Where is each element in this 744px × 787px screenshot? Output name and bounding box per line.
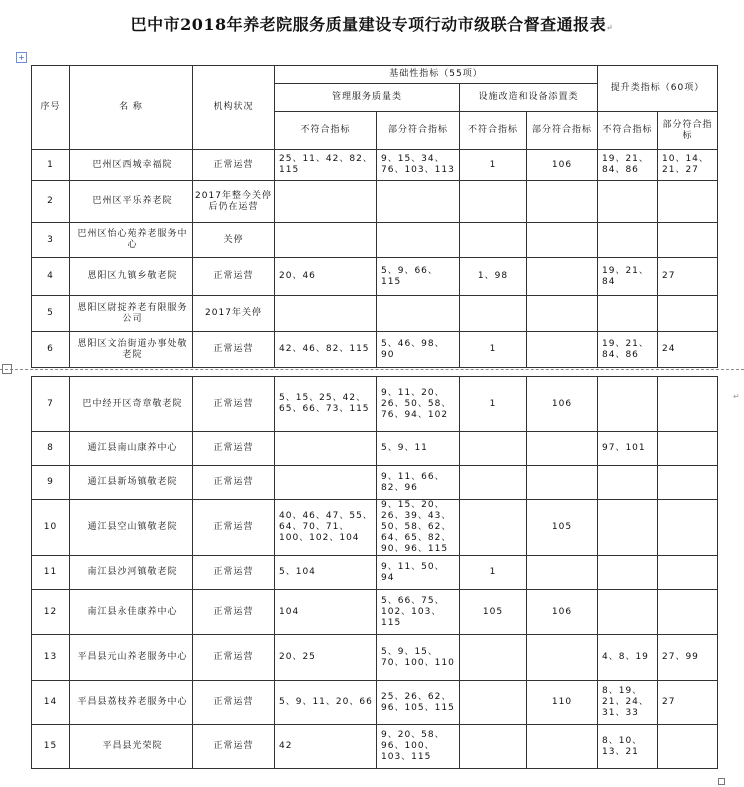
cell-f-non[interactable]: 1 [460, 377, 527, 432]
cell-status[interactable]: 正常运营 [193, 635, 275, 681]
cell-name[interactable]: 南江县永佳康养中心 [70, 590, 193, 635]
cell-m-non[interactable]: 20、25 [275, 635, 377, 681]
cell-f-part[interactable] [527, 432, 598, 466]
cell-seq[interactable]: 10 [32, 500, 70, 556]
cell-u-part[interactable]: 24 [658, 332, 718, 368]
cell-f-part[interactable]: 110 [527, 681, 598, 725]
cell-name[interactable]: 平昌县光荣院 [70, 725, 193, 769]
cell-seq[interactable]: 5 [32, 296, 70, 332]
cell-m-non[interactable]: 20、46 [275, 258, 377, 296]
cell-m-part[interactable]: 5、66、75、102、103、115 [377, 590, 460, 635]
cell-f-non[interactable] [460, 681, 527, 725]
document-title: 巴中市2018年养老院服务质量建设专项行动市级联合督查通报表↵ [130, 15, 614, 34]
header-upgrade-indicators: 提升类指标（60项） [598, 66, 718, 112]
cell-name[interactable]: 通江县南山康养中心 [70, 432, 193, 466]
cell-f-non[interactable]: 1 [460, 556, 527, 590]
cell-u-non[interactable]: 19、21、84 [598, 258, 658, 296]
cell-m-part[interactable] [377, 296, 460, 332]
header-mgmt-noncompliant: 不符合指标 [275, 112, 377, 150]
cell-f-part[interactable] [527, 258, 598, 296]
cell-f-non[interactable]: 1、98 [460, 258, 527, 296]
cell-seq[interactable]: 13 [32, 635, 70, 681]
header-seq: 序号 [32, 66, 70, 150]
cell-m-part[interactable]: 9、20、58、96、100、103、115 [377, 725, 460, 769]
cell-f-non[interactable] [460, 466, 527, 500]
cell-u-non[interactable]: 19、21、84、86 [598, 332, 658, 368]
cell-m-part[interactable]: 9、15、20、26、39、43、50、58、62、64、65、82、90、96、115 [377, 500, 460, 556]
cell-u-part[interactable] [658, 590, 718, 635]
cell-status[interactable]: 正常运营 [193, 377, 275, 432]
header-facility-noncompliant: 不符合指标 [460, 112, 527, 150]
cell-f-part[interactable]: 106 [527, 590, 598, 635]
table-row [32, 590, 718, 635]
cell-m-non[interactable]: 42、46、82、115 [275, 332, 377, 368]
cell-m-part[interactable] [377, 181, 460, 223]
table-row [32, 181, 718, 223]
cell-u-part[interactable]: 27、99 [658, 635, 718, 681]
cell-status[interactable]: 2017年关停 [193, 296, 275, 332]
cell-status[interactable]: 正常运营 [193, 556, 275, 590]
cell-f-non[interactable] [460, 296, 527, 332]
cell-f-part[interactable] [527, 556, 598, 590]
table-row [32, 223, 718, 258]
cell-seq[interactable]: 6 [32, 332, 70, 368]
cell-u-non[interactable]: 97、101 [598, 432, 658, 466]
cell-name[interactable]: 巴州区平乐养老院 [70, 181, 193, 223]
cell-u-part[interactable] [658, 466, 718, 500]
cell-m-non[interactable] [275, 296, 377, 332]
cell-f-part[interactable] [527, 332, 598, 368]
cell-m-part[interactable]: 25、26、62、96、105、115 [377, 681, 460, 725]
cell-m-non[interactable] [275, 466, 377, 500]
cell-name[interactable]: 恩阳区九镇乡敬老院 [70, 258, 193, 296]
table-move-handle-icon[interactable]: + [16, 52, 27, 63]
cell-seq[interactable]: 15 [32, 725, 70, 769]
cell-m-part[interactable]: 5、9、11 [377, 432, 460, 466]
cell-u-part[interactable] [658, 725, 718, 769]
cell-m-non[interactable] [275, 432, 377, 466]
table-row [32, 556, 718, 590]
cell-f-non[interactable] [460, 500, 527, 556]
table-page-2 [31, 376, 718, 769]
cell-status[interactable]: 2017年整今关停后仍在运营 [193, 181, 275, 223]
cell-name[interactable]: 巴州区怡心苑养老服务中心 [70, 223, 193, 258]
cell-m-part[interactable]: 5、9、15、70、100、110 [377, 635, 460, 681]
cell-f-non[interactable] [460, 432, 527, 466]
table-row [32, 500, 718, 556]
cell-status[interactable]: 正常运营 [193, 681, 275, 725]
cell-u-non[interactable]: 8、10、13、21 [598, 725, 658, 769]
header-mgmt-partial: 部分符合指标 [377, 112, 460, 150]
cell-u-non[interactable] [598, 466, 658, 500]
cell-u-non[interactable]: 4、8、19 [598, 635, 658, 681]
cell-u-part[interactable] [658, 181, 718, 223]
cell-u-non[interactable] [598, 556, 658, 590]
cell-status[interactable]: 关停 [193, 223, 275, 258]
table-row [32, 377, 718, 432]
cell-f-non[interactable]: 105 [460, 590, 527, 635]
table-row [32, 635, 718, 681]
cell-u-part[interactable]: 27 [658, 258, 718, 296]
cell-m-part[interactable] [377, 223, 460, 258]
header-facility: 设施改造和设备添置类 [460, 84, 598, 112]
cell-f-non[interactable]: 1 [460, 332, 527, 368]
header-name: 名 称 [70, 66, 193, 150]
cell-name[interactable]: 通江县空山镇敬老院 [70, 500, 193, 556]
table-row [32, 725, 718, 769]
cell-u-non[interactable] [598, 296, 658, 332]
cell-name[interactable]: 巴中经开区奇章敬老院 [70, 377, 193, 432]
table-resize-handle-icon[interactable] [718, 778, 725, 785]
cell-seq[interactable]: 9 [32, 466, 70, 500]
cell-f-non[interactable]: 1 [460, 150, 527, 181]
table-row [32, 332, 718, 368]
row-end-mark: ↵ [733, 392, 740, 401]
cell-m-non[interactable]: 5、9、11、20、66 [275, 681, 377, 725]
cell-m-part[interactable]: 9、11、50、94 [377, 556, 460, 590]
header-upgrade-noncompliant: 不符合指标 [598, 112, 658, 150]
page-break-line [0, 369, 744, 370]
cell-seq[interactable]: 1 [32, 150, 70, 181]
cell-f-part[interactable] [527, 296, 598, 332]
cell-name[interactable]: 通江县新场镇敬老院 [70, 466, 193, 500]
cell-f-part[interactable]: 106 [527, 377, 598, 432]
cell-m-non[interactable] [275, 223, 377, 258]
cell-name[interactable]: 南江县沙河镇敬老院 [70, 556, 193, 590]
header-facility-partial: 部分符合指标 [527, 112, 598, 150]
cell-u-part[interactable] [658, 556, 718, 590]
cell-status[interactable]: 正常运营 [193, 332, 275, 368]
cell-status[interactable]: 正常运营 [193, 466, 275, 500]
cell-status[interactable]: 正常运营 [193, 258, 275, 296]
cell-f-non[interactable] [460, 181, 527, 223]
cell-seq[interactable]: 2 [32, 181, 70, 223]
cell-name[interactable]: 恩阳区尉掟养老有限服务公司 [70, 296, 193, 332]
cell-u-non[interactable] [598, 181, 658, 223]
cell-f-part[interactable] [527, 181, 598, 223]
cell-u-part[interactable] [658, 500, 718, 556]
header-upgrade-partial: 部分符合指标 [658, 112, 718, 150]
cell-u-part[interactable]: 27 [658, 681, 718, 725]
cell-u-non[interactable]: 8、19、21、24、31、33 [598, 681, 658, 725]
cell-u-part[interactable] [658, 377, 718, 432]
cell-u-non[interactable] [598, 500, 658, 556]
cell-seq[interactable]: 14 [32, 681, 70, 725]
cell-status[interactable]: 正常运营 [193, 725, 275, 769]
cell-u-non[interactable] [598, 590, 658, 635]
cell-f-part[interactable] [527, 635, 598, 681]
table-row [32, 258, 718, 296]
header-mgmt-quality: 管理服务质量类 [275, 84, 460, 112]
cell-name[interactable]: 平昌县荔枝养老服务中心 [70, 681, 193, 725]
cell-m-part[interactable]: 5、9、66、115 [377, 258, 460, 296]
cell-m-part[interactable]: 5、46、98、90 [377, 332, 460, 368]
cell-seq[interactable]: 4 [32, 258, 70, 296]
cell-u-part[interactable] [658, 296, 718, 332]
table-row [32, 296, 718, 332]
cell-m-part[interactable]: 9、11、66、82、96 [377, 466, 460, 500]
cell-seq[interactable]: 8 [32, 432, 70, 466]
cell-m-non[interactable]: 42 [275, 725, 377, 769]
cell-u-non[interactable] [598, 377, 658, 432]
cell-f-non[interactable] [460, 725, 527, 769]
table-page-1 [31, 65, 718, 368]
table-row [32, 150, 718, 181]
cell-u-part[interactable]: 10、14、21、27 [658, 150, 718, 181]
cell-f-non[interactable] [460, 223, 527, 258]
cell-f-part[interactable] [527, 725, 598, 769]
cell-m-part[interactable]: 9、11、20、26、50、58、76、94、102 [377, 377, 460, 432]
cell-m-non[interactable]: 104 [275, 590, 377, 635]
table-row [32, 466, 718, 500]
cell-status[interactable]: 正常运营 [193, 432, 275, 466]
cell-m-non[interactable] [275, 181, 377, 223]
cell-name[interactable]: 巴州区西城幸福院 [70, 150, 193, 181]
cell-f-non[interactable] [460, 635, 527, 681]
cell-m-non[interactable]: 40、46、47、55、64、70、71、100、102、104 [275, 500, 377, 556]
cell-seq[interactable]: 11 [32, 556, 70, 590]
cell-seq[interactable]: 7 [32, 377, 70, 432]
cell-u-part[interactable] [658, 223, 718, 258]
cell-f-part[interactable] [527, 223, 598, 258]
cell-u-non[interactable] [598, 223, 658, 258]
header-status: 机构状况 [193, 66, 275, 150]
cell-m-part[interactable]: 9、15、34、76、103、113 [377, 150, 460, 181]
cell-u-part[interactable] [658, 432, 718, 466]
cell-status[interactable]: 正常运营 [193, 590, 275, 635]
cell-status[interactable]: 正常运营 [193, 500, 275, 556]
cell-m-non[interactable]: 5、15、25、42、65、66、73、115 [275, 377, 377, 432]
cell-name[interactable]: 恩阳区文治街道办事处敬老院 [70, 332, 193, 368]
table-row [32, 432, 718, 466]
cell-u-non[interactable]: 19、21、84、86 [598, 150, 658, 181]
header-basic-indicators: 基础性指标（55项） [275, 66, 598, 84]
cell-seq[interactable]: 12 [32, 590, 70, 635]
cell-name[interactable]: 平昌县元山养老服务中心 [70, 635, 193, 681]
table-row [32, 681, 718, 725]
cell-f-part[interactable] [527, 466, 598, 500]
cell-m-non[interactable]: 25、11、42、82、115 [275, 150, 377, 181]
cell-seq[interactable]: 3 [32, 223, 70, 258]
cell-f-part[interactable]: 105 [527, 500, 598, 556]
cell-m-non[interactable]: 5、104 [275, 556, 377, 590]
cell-f-part[interactable]: 106 [527, 150, 598, 181]
cell-status[interactable]: 正常运营 [193, 150, 275, 181]
page-break-marker-icon [2, 364, 12, 374]
